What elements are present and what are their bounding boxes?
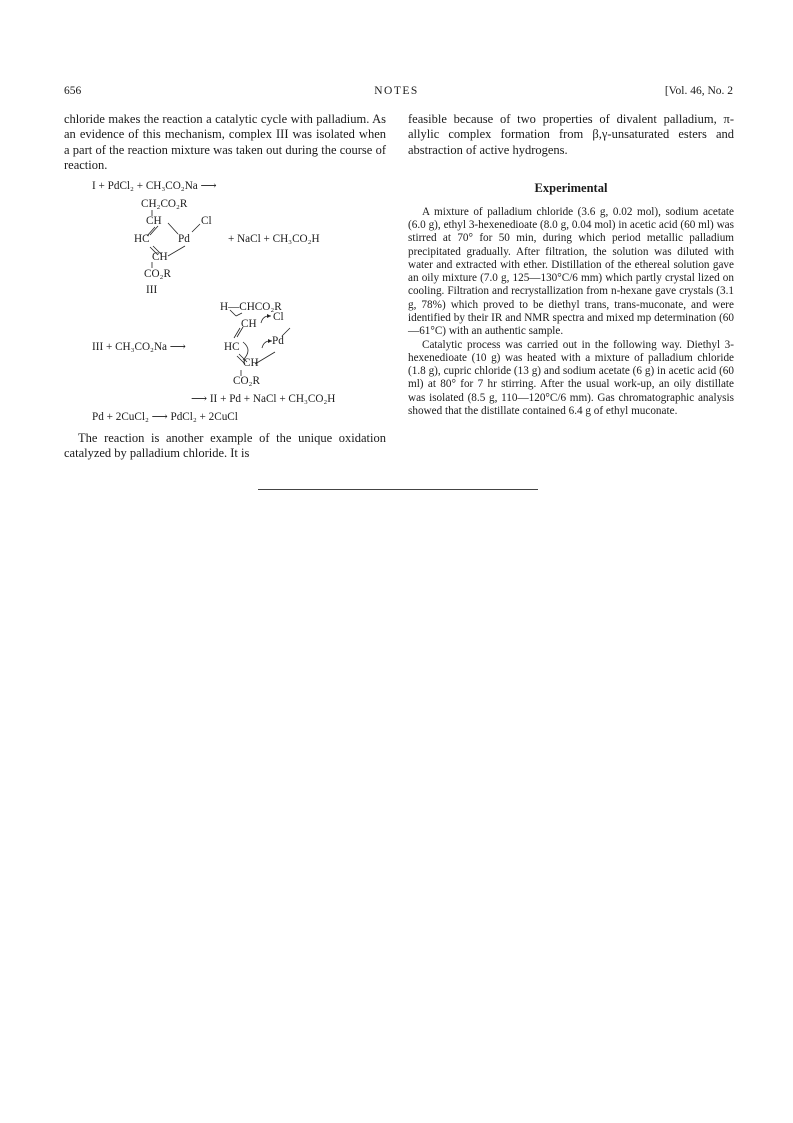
- intermediate-co2r: CO₂R: [233, 375, 260, 387]
- right-column: [408, 112, 734, 418]
- equation-2-reactants: III + CH₃CO₂Na ⟶: [92, 341, 186, 353]
- equation-2-products: ⟶ II + Pd + NaCl + CH₃CO₂H: [191, 393, 336, 405]
- intermediate-hc: HC: [224, 341, 240, 353]
- left-paragraph-1: chloride makes the reaction a catalytic cycle with palladium. As an evidence of this mechanism, complex III was isolated when a part of the reaction mixture was taken out during the course of reaction.: [64, 112, 386, 173]
- equation-3: Pd + 2CuCl₂ ⟶ PdCl₂ + 2CuCl: [92, 411, 238, 423]
- left-column-bottom: [64, 431, 386, 462]
- section-title-experimental: Experimental: [534, 181, 608, 196]
- complex-iii-label: III: [146, 284, 158, 296]
- experimental-paragraph-2: Catalytic process was carried out in the following way. Diethyl 3-hexenedioate (10 g) was heated with a mixture of palladium chloride (1.8 g), cupric chloride (13 g) and sodium acetate (6 g) in acetic acid (60 ml) at 80° for 7 hr stirring. After the usual work-up, an oily distillate was isolated (8.5 g, 110—120°C/6 mm). Gas chromatographic analysis showed that the distillate contained 6.4 g of ethyl muconate.: [408, 338, 734, 418]
- complex-iii-ch2co2r: CH₂CO₂R: [141, 198, 188, 210]
- left-paragraph-2: The reaction is another example of the unique oxidation catalyzed by palladium chloride. It is: [64, 431, 386, 461]
- running-header: NOTES: [374, 85, 419, 97]
- experimental-paragraph-1: A mixture of palladium chloride (3.6 g, 0.02 mol), sodium acetate (6.0 g), ethyl 3-hexenedioate (8.0 g, 0.04 mol) in acetic acid (60 ml) was stirred at 70° for 50 min, during which period metallic palladium precipitated gradually. After filtration, the solution was diluted with water and extracted with ether. Distillation of the ethereal solution gave an oily mixture (7.0 g, 125—130°C/6 mm) which partly crystal lized on cooling. Filtration and recrystallization from n-hexane gave crystals (3.1 g, 78%) which proved to be diethyl trans, trans-muconate, and were identified by their IR and NMR spectra and mixed mp determination (60—61°C) with an authentic sample.: [408, 205, 734, 338]
- intermediate-h-chco2r: H—CHCO₂R: [220, 301, 282, 313]
- intermediate-pd: Pd: [272, 335, 284, 347]
- complex-iii-ch-upper: CH: [146, 215, 162, 227]
- right-paragraph-1: feasible because of two properties of divalent palladium, π-allylic complex formation from β,γ-unsaturated esters and abstraction of active hydrogens.: [408, 112, 734, 157]
- intermediate-ch-lower: CH: [243, 357, 259, 369]
- complex-iii-pd: Pd: [178, 233, 190, 245]
- complex-iii-hc: HC: [134, 233, 150, 245]
- end-rule: [258, 489, 538, 490]
- complex-iii-cl: Cl: [201, 215, 212, 227]
- page-number: 656: [64, 85, 82, 97]
- volume-info: [Vol. 46, No. 2: [664, 85, 733, 97]
- complex-iii-ch-lower: CH: [152, 251, 168, 263]
- equation-1-reactants: I + PdCl₂ + CH₃CO₂Na ⟶: [92, 180, 217, 192]
- equation-1-byproducts: + NaCl + CH₃CO₂H: [228, 233, 320, 245]
- intermediate-ch-upper: CH: [241, 318, 257, 330]
- complex-iii-co2r: CO₂R: [144, 268, 171, 280]
- intermediate-cl: Cl: [273, 311, 284, 323]
